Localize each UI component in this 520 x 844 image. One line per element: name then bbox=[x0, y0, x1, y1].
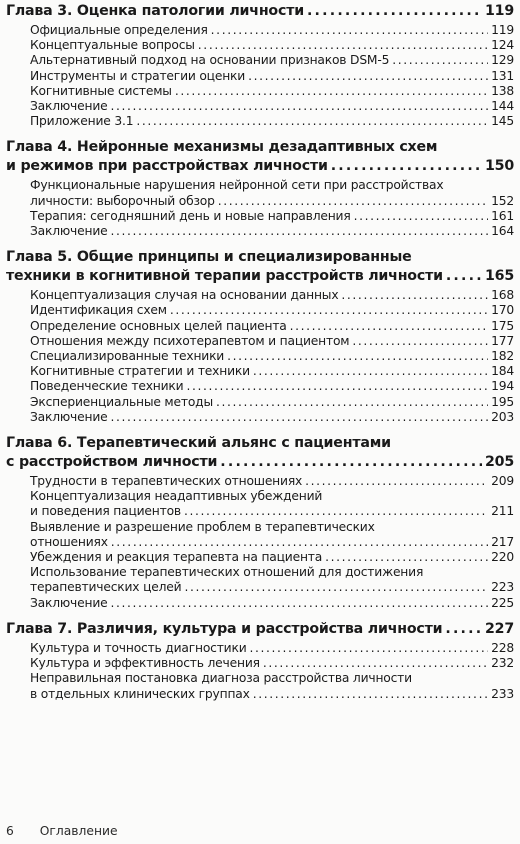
toc-entry[interactable] bbox=[30, 69, 514, 84]
entry-title: Специализированные техники bbox=[30, 349, 225, 364]
entry-row bbox=[30, 687, 514, 702]
page-number: 6 bbox=[6, 824, 14, 838]
dot-leader bbox=[175, 84, 488, 99]
entry-row bbox=[30, 504, 514, 519]
entry-title: Когнитивные стратегии и техники bbox=[30, 364, 250, 379]
chapter-heading[interactable] bbox=[6, 138, 514, 176]
chapter-title: Глава 7. Различия, культура и расстройства личности bbox=[6, 620, 443, 637]
entry-row bbox=[30, 580, 514, 595]
entry-page-number: 152 bbox=[491, 193, 514, 208]
entry-title: Поведенческие техники bbox=[30, 379, 184, 394]
toc-entry[interactable] bbox=[30, 520, 514, 550]
entry-page-number: 220 bbox=[491, 550, 514, 565]
chapter-title-line: Глава 6. Терапевтический альянс с пациентами bbox=[6, 435, 391, 452]
entry-row bbox=[30, 288, 514, 303]
dot-leader bbox=[248, 69, 488, 84]
chapter-section bbox=[6, 620, 514, 702]
dot-leader bbox=[325, 550, 488, 565]
entry-page-number: 217 bbox=[491, 534, 514, 549]
entry-row bbox=[30, 209, 514, 224]
toc-entry[interactable] bbox=[30, 489, 514, 519]
entry-title: Идентификация схем bbox=[30, 303, 167, 318]
dot-leader bbox=[263, 656, 488, 671]
dot-leader bbox=[218, 194, 488, 209]
entry-title: Трудности в терапевтических отношениях bbox=[30, 474, 303, 489]
entry-row bbox=[30, 410, 514, 425]
toc-entry[interactable] bbox=[30, 364, 514, 379]
chapter-page-number: 165 bbox=[484, 268, 514, 285]
running-title: Оглавление bbox=[39, 824, 118, 838]
entry-row bbox=[30, 23, 514, 38]
entry-title-line: Выявление и разрешение проблем в терапевтических bbox=[30, 519, 375, 534]
chapter-title-row bbox=[6, 453, 514, 472]
entry-page-number: 168 bbox=[491, 288, 514, 303]
entry-page-number: 175 bbox=[491, 318, 514, 333]
dot-leader bbox=[305, 474, 488, 489]
dot-leader bbox=[111, 224, 489, 239]
page-footer bbox=[6, 824, 118, 838]
toc-entry[interactable] bbox=[30, 334, 514, 349]
dot-leader bbox=[290, 319, 489, 334]
chapter-section bbox=[6, 138, 514, 239]
entry-title: отношениях bbox=[30, 534, 108, 549]
chapter-section bbox=[6, 2, 514, 129]
entry-page-number: 194 bbox=[491, 379, 514, 394]
dot-leader bbox=[111, 99, 489, 114]
dot-leader bbox=[184, 580, 488, 595]
dot-leader bbox=[198, 38, 488, 53]
dot-leader bbox=[331, 157, 482, 176]
toc-entry[interactable] bbox=[30, 550, 514, 565]
toc-entry[interactable] bbox=[30, 114, 514, 129]
entry-title: Отношения между психотерапевтом и пациентом bbox=[30, 333, 350, 348]
entry-row bbox=[30, 334, 514, 349]
dot-leader bbox=[211, 23, 488, 38]
chapter-page-number: 150 bbox=[484, 158, 514, 175]
entry-list bbox=[30, 641, 514, 702]
entry-page-number: 164 bbox=[491, 224, 514, 239]
toc-entry[interactable] bbox=[30, 319, 514, 334]
chapter-heading[interactable] bbox=[6, 2, 514, 21]
toc-entry[interactable] bbox=[30, 474, 514, 489]
chapter-title-line: Глава 5. Общие принципы и специализированные bbox=[6, 249, 412, 266]
entry-list bbox=[30, 474, 514, 611]
toc-entry[interactable] bbox=[30, 565, 514, 595]
dot-leader bbox=[307, 2, 482, 21]
toc-entry[interactable] bbox=[30, 38, 514, 53]
dot-leader bbox=[170, 303, 488, 318]
entry-title: Заключение bbox=[30, 99, 108, 114]
chapter-section bbox=[6, 248, 514, 425]
chapter-title-row bbox=[6, 267, 514, 286]
entry-page-number: 225 bbox=[491, 595, 514, 610]
entry-page-number: 232 bbox=[491, 656, 514, 671]
toc-entry[interactable] bbox=[30, 288, 514, 303]
toc-entry[interactable] bbox=[30, 23, 514, 38]
entry-row bbox=[30, 395, 514, 410]
chapter-title: Глава 3. Оценка патологии личности bbox=[6, 3, 304, 19]
dot-leader bbox=[352, 334, 488, 349]
toc-entry[interactable] bbox=[30, 178, 514, 208]
entry-page-number: 145 bbox=[491, 114, 514, 129]
entry-page-number: 228 bbox=[491, 640, 514, 655]
chapter-page-number: 119 bbox=[484, 3, 514, 19]
entry-page-number: 233 bbox=[491, 686, 514, 701]
toc-entry[interactable] bbox=[30, 303, 514, 318]
entry-row bbox=[30, 38, 514, 53]
toc-entry[interactable] bbox=[30, 209, 514, 224]
toc-entry[interactable] bbox=[30, 596, 514, 611]
entry-page-number: 170 bbox=[491, 303, 514, 318]
entry-page-number: 184 bbox=[491, 364, 514, 379]
chapter-heading[interactable] bbox=[6, 434, 514, 472]
toc-entry[interactable] bbox=[30, 410, 514, 425]
entry-title: Официальные определения bbox=[30, 23, 208, 37]
chapter-title-line: Глава 4. Нейронные механизмы дезадаптивных схем bbox=[6, 139, 438, 156]
entry-title: Концептуализация случая на основании данных bbox=[30, 288, 339, 303]
entry-page-number: 195 bbox=[491, 394, 514, 409]
entry-list bbox=[30, 178, 514, 239]
dot-leader bbox=[220, 453, 482, 472]
dot-leader bbox=[111, 535, 488, 550]
toc-entry[interactable] bbox=[30, 656, 514, 671]
entry-page-number: 177 bbox=[491, 333, 514, 348]
toc-entry[interactable] bbox=[30, 224, 514, 239]
entry-title: и поведения пациентов bbox=[30, 504, 181, 519]
chapter-page-number: 205 bbox=[484, 454, 514, 471]
entry-row bbox=[30, 84, 514, 99]
chapter-heading[interactable] bbox=[6, 248, 514, 286]
entry-page-number: 211 bbox=[491, 504, 514, 519]
dot-leader bbox=[253, 687, 488, 702]
entry-row bbox=[30, 596, 514, 611]
entry-title-line: Концептуализация неадаптивных убеждений bbox=[30, 489, 323, 504]
entry-title: Заключение bbox=[30, 595, 108, 610]
entry-page-number: 223 bbox=[491, 580, 514, 595]
entry-title: Когнитивные системы bbox=[30, 83, 172, 98]
chapter-title-row bbox=[6, 157, 514, 176]
entry-page-number: 203 bbox=[491, 409, 514, 424]
dot-leader bbox=[445, 620, 482, 639]
entry-title-line: Неправильная постановка диагноза расстройства личности bbox=[30, 671, 412, 686]
dot-leader bbox=[184, 504, 488, 519]
entry-list bbox=[30, 23, 514, 129]
dot-leader bbox=[341, 288, 488, 303]
entry-title: Убеждения и реакция терапевта на пациента bbox=[30, 550, 323, 565]
dot-leader bbox=[446, 267, 482, 286]
entry-row bbox=[30, 224, 514, 239]
entry-row bbox=[30, 69, 514, 84]
chapter-title-row bbox=[6, 2, 514, 21]
entry-row bbox=[30, 474, 514, 489]
chapter-title: с расстройством личности bbox=[6, 454, 218, 471]
entry-title-line: Использование терапевтических отношений для достижения bbox=[30, 565, 424, 580]
entry-row bbox=[30, 114, 514, 129]
entry-page-number: 129 bbox=[491, 53, 514, 68]
toc-entry[interactable] bbox=[30, 671, 514, 701]
entry-title-line: Функциональные нарушения нейронной сети при расстройствах bbox=[30, 178, 444, 193]
entry-title: терапевтических целей bbox=[30, 580, 182, 595]
entry-title: Приложение 3.1 bbox=[30, 114, 134, 129]
entry-page-number: 119 bbox=[491, 23, 514, 37]
entry-list bbox=[30, 288, 514, 425]
entry-row bbox=[30, 303, 514, 318]
entry-title: Альтернативный подход на основании признаков DSM-5 bbox=[30, 53, 390, 68]
dot-leader bbox=[250, 641, 489, 656]
entry-row bbox=[30, 364, 514, 379]
entry-page-number: 131 bbox=[491, 68, 514, 83]
entry-page-number: 138 bbox=[491, 83, 514, 98]
chapter-title: техники в когнитивной терапии расстройств личности bbox=[6, 268, 443, 285]
entry-title: Культура и эффективность лечения bbox=[30, 656, 260, 671]
entry-row bbox=[30, 641, 514, 656]
dot-leader bbox=[136, 114, 488, 129]
entry-row bbox=[30, 319, 514, 334]
dot-leader bbox=[186, 379, 488, 394]
entry-page-number: 182 bbox=[491, 349, 514, 364]
entry-title: Инструменты и стратегии оценки bbox=[30, 68, 246, 83]
entry-row bbox=[30, 379, 514, 394]
dot-leader bbox=[392, 53, 488, 68]
entry-title: Заключение bbox=[30, 409, 108, 424]
entry-title: Культура и точность диагностики bbox=[30, 640, 247, 655]
entry-row bbox=[30, 535, 514, 550]
toc-entry[interactable] bbox=[30, 379, 514, 394]
chapter-page-number: 227 bbox=[484, 620, 514, 637]
dot-leader bbox=[354, 209, 489, 224]
entry-title: Экспериенциальные методы bbox=[30, 394, 213, 409]
entry-page-number: 161 bbox=[491, 208, 514, 223]
entry-title: Заключение bbox=[30, 224, 108, 239]
chapter-title-row bbox=[6, 620, 514, 639]
dot-leader bbox=[227, 349, 488, 364]
entry-row bbox=[30, 194, 514, 209]
entry-title: личности: выборочный обзор bbox=[30, 193, 215, 208]
entry-title: Терапия: сегодняшний день и новые направления bbox=[30, 208, 351, 223]
entry-page-number: 144 bbox=[491, 99, 514, 114]
entry-row bbox=[30, 550, 514, 565]
dot-leader bbox=[111, 596, 489, 611]
toc-entry[interactable] bbox=[30, 395, 514, 410]
chapter-heading[interactable] bbox=[6, 620, 514, 639]
entry-title: в отдельных клинических группах bbox=[30, 686, 250, 701]
toc-entry[interactable] bbox=[30, 349, 514, 364]
entry-row bbox=[30, 349, 514, 364]
entry-title: Определение основных целей пациента bbox=[30, 318, 287, 333]
dot-leader bbox=[216, 395, 488, 410]
dot-leader bbox=[253, 364, 488, 379]
entry-row bbox=[30, 99, 514, 114]
entry-row bbox=[30, 656, 514, 671]
chapter-section bbox=[6, 434, 514, 611]
chapter-title: и режимов при расстройствах личности bbox=[6, 158, 328, 175]
entry-row bbox=[30, 53, 514, 68]
toc-entry[interactable] bbox=[30, 84, 514, 99]
entry-page-number: 124 bbox=[491, 38, 514, 53]
toc-entry[interactable] bbox=[30, 641, 514, 656]
toc-entry[interactable] bbox=[30, 53, 514, 68]
toc-entry[interactable] bbox=[30, 99, 514, 114]
entry-title: Концептуальные вопросы bbox=[30, 38, 195, 53]
entry-page-number: 209 bbox=[491, 474, 514, 489]
dot-leader bbox=[111, 410, 489, 425]
